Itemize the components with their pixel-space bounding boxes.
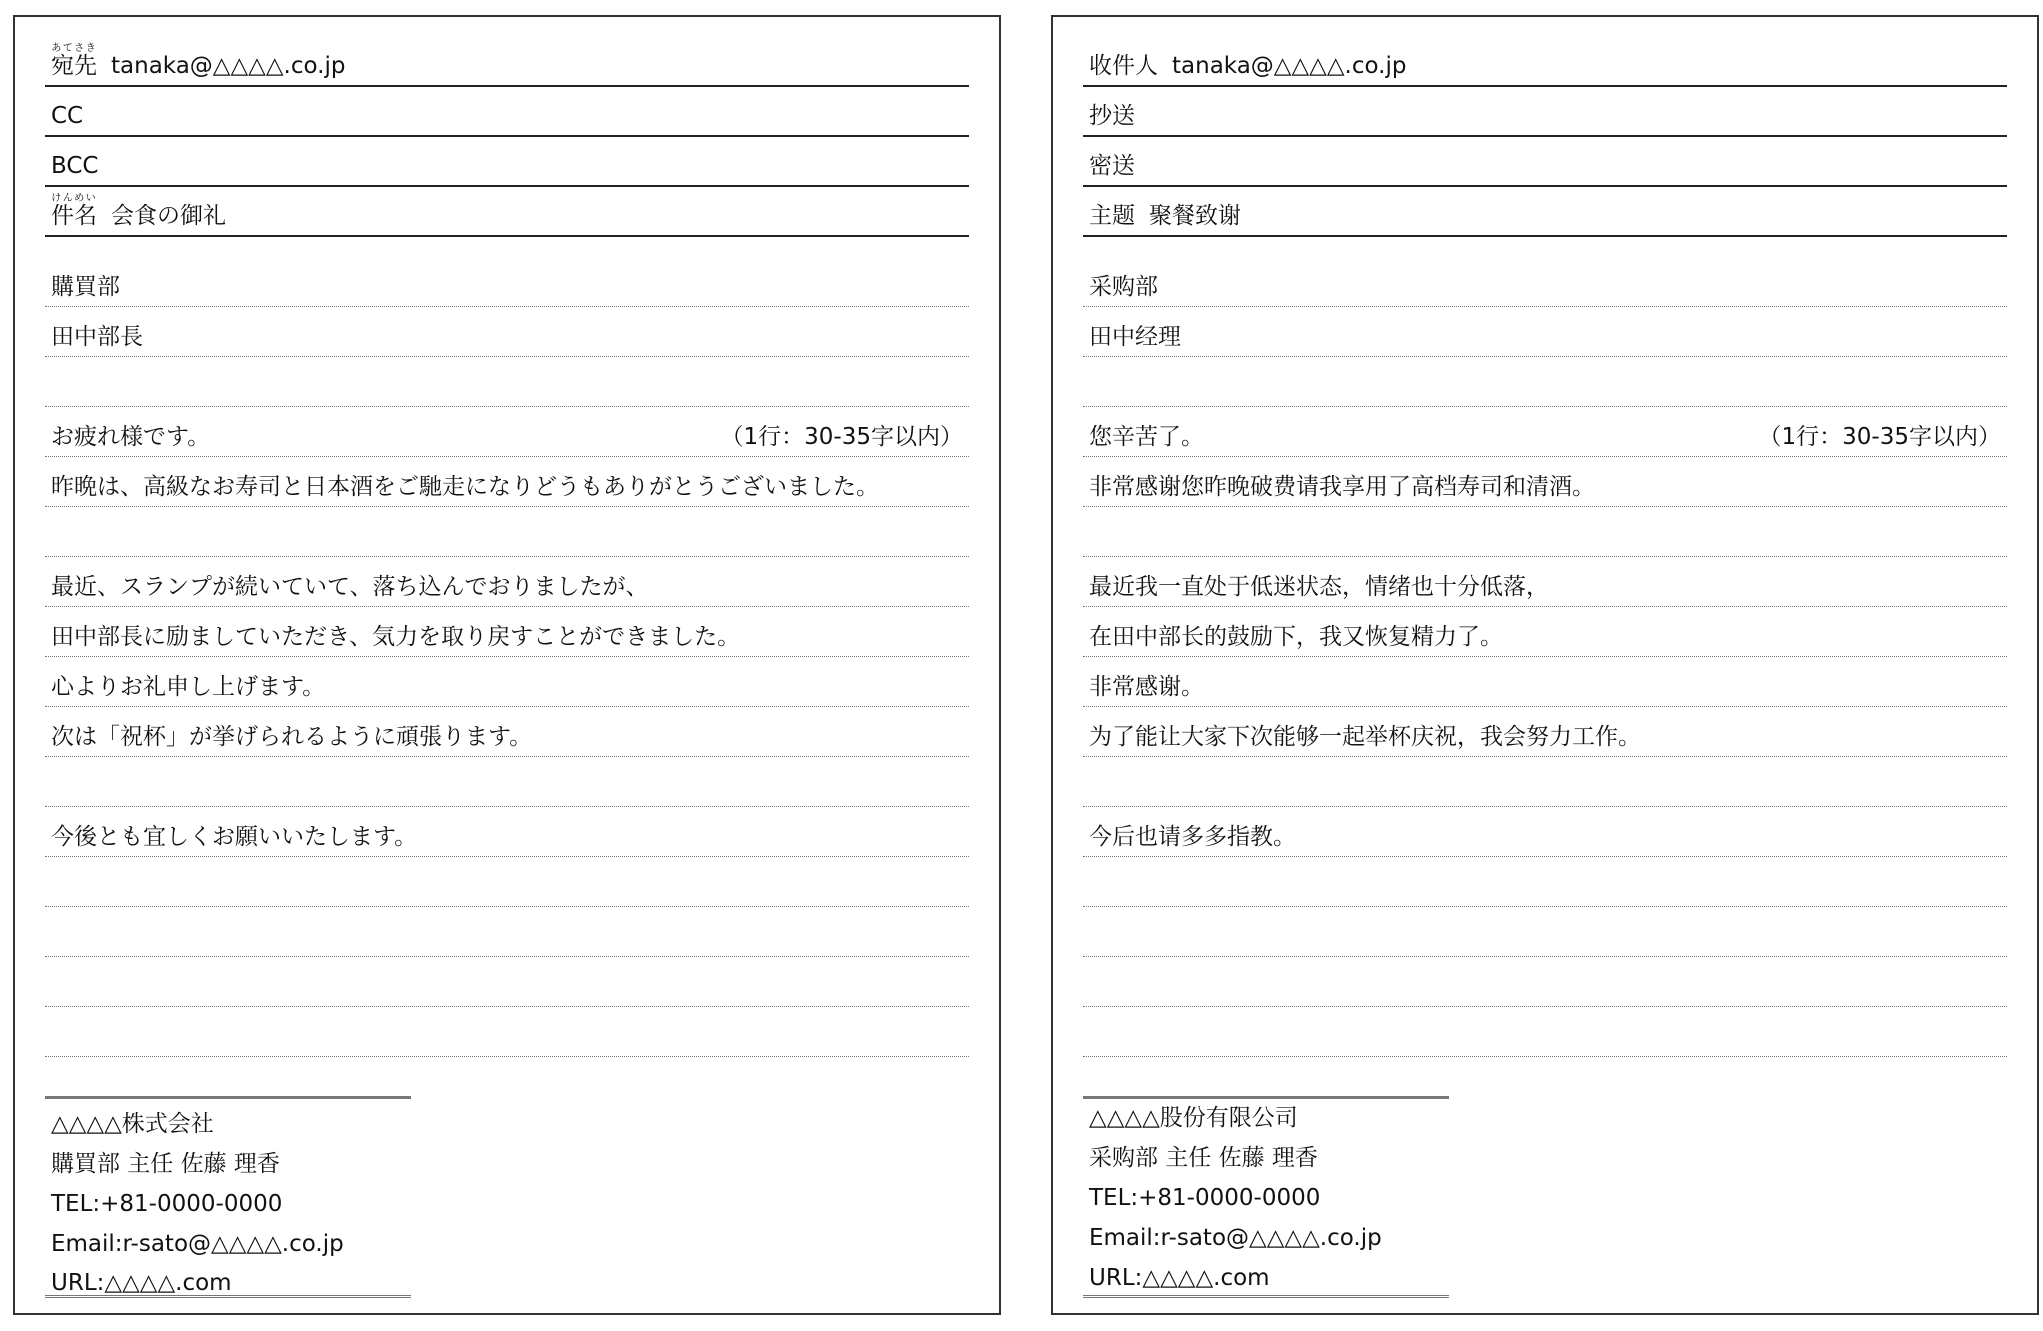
body-line: 心よりお礼申し上げます。 xyxy=(45,657,969,707)
body-line: 非常感谢。 xyxy=(1083,657,2007,707)
body-line: 今後とも宜しくお願いいたします。 xyxy=(45,807,969,857)
bcc-label: 密送 xyxy=(1089,153,1135,180)
body-line xyxy=(45,957,969,1007)
signature-email: Email:r-sato@△△△△.co.jp xyxy=(1089,1225,1382,1251)
body-line xyxy=(45,757,969,807)
signature-url: URL:△△△△.com xyxy=(51,1270,232,1296)
body-line xyxy=(45,907,969,957)
signature-person: 采购部 主任 佐藤 理香 xyxy=(1089,1145,1318,1171)
chinese-email-template xyxy=(1051,15,2039,1315)
body-line xyxy=(1083,907,2007,957)
signature-url: URL:△△△△.com xyxy=(1089,1265,1270,1291)
to-row xyxy=(1083,37,2007,87)
body-line: 田中部長 xyxy=(45,307,969,357)
body-line xyxy=(45,357,969,407)
subject-label: 主题 xyxy=(1089,203,1135,230)
body-line xyxy=(45,1007,969,1057)
cc-label: 抄送 xyxy=(1089,103,1135,130)
body-line: 为了能让大家下次能够一起举杯庆祝，我会努力工作。 xyxy=(1083,707,2007,757)
bcc-row xyxy=(1083,137,2007,187)
bcc-row xyxy=(45,137,969,187)
line-limit-note: （1行：30-35字以内） xyxy=(720,424,963,451)
subject-row xyxy=(1083,187,2007,237)
subject-row xyxy=(45,187,969,237)
body-line xyxy=(1083,757,2007,807)
body-line: 購買部 xyxy=(45,257,969,307)
signature-bottom-rule xyxy=(1083,1295,1449,1298)
body-line xyxy=(1083,357,2007,407)
body-line: 昨晩は、高級なお寿司と日本酒をご馳走になりどうもありがとうございました。 xyxy=(45,457,969,507)
cc-row xyxy=(1083,87,2007,137)
body-line xyxy=(1083,1007,2007,1057)
to-value: tanaka@△△△△.co.jp xyxy=(111,53,346,80)
signature-top-rule xyxy=(45,1096,411,1099)
body-line: 田中部長に励ましていただき、気力を取り戻すことができました。 xyxy=(45,607,969,657)
signature-tel: TEL:+81-0000-0000 xyxy=(51,1191,283,1217)
body-line xyxy=(1083,507,2007,557)
body-line: お疲れ様です。 （1行：30-35字以内） xyxy=(45,407,969,457)
subject-value: 会食の御礼 xyxy=(111,203,226,230)
cc-row xyxy=(45,87,969,137)
japanese-email-template xyxy=(13,15,1001,1315)
signature-email: Email:r-sato@△△△△.co.jp xyxy=(51,1231,344,1257)
body-line: 田中经理 xyxy=(1083,307,2007,357)
to-label: 收件人 xyxy=(1089,53,1158,80)
subject-label: 件名けんめい xyxy=(51,193,97,230)
body-line: 您辛苦了。 （1行：30-35字以内） xyxy=(1083,407,2007,457)
body-line: 次は「祝杯」が挙げられるように頑張ります。 xyxy=(45,707,969,757)
body-line xyxy=(1083,957,2007,1007)
signature-company: △△△△株式会社 xyxy=(51,1111,214,1137)
subject-value: 聚餐致谢 xyxy=(1149,203,1241,230)
body-line xyxy=(45,507,969,557)
signature-company: △△△△股份有限公司 xyxy=(1089,1105,1298,1131)
body-line: 在田中部长的鼓励下，我又恢复精力了。 xyxy=(1083,607,2007,657)
body-line: 非常感谢您昨晚破费请我享用了高档寿司和清酒。 xyxy=(1083,457,2007,507)
to-label: 宛先あてさき xyxy=(51,43,97,80)
signature-bottom-rule xyxy=(45,1295,411,1298)
signature-top-rule xyxy=(1083,1096,1449,1099)
body-line: 最近、スランプが続いていて、落ち込んでおりましたが、 xyxy=(45,557,969,607)
bcc-label: BCC xyxy=(51,153,99,180)
body-line: 今后也请多多指教。 xyxy=(1083,807,2007,857)
signature-person: 購買部 主任 佐藤 理香 xyxy=(51,1151,280,1177)
to-value: tanaka@△△△△.co.jp xyxy=(1172,53,1407,80)
to-row xyxy=(45,37,969,87)
signature-tel: TEL:+81-0000-0000 xyxy=(1089,1185,1321,1211)
cc-label: CC xyxy=(51,103,84,130)
body-line: 最近我一直处于低迷状态，情绪也十分低落， xyxy=(1083,557,2007,607)
body-line xyxy=(45,857,969,907)
body-line xyxy=(1083,857,2007,907)
line-limit-note: （1行：30-35字以内） xyxy=(1758,424,2001,451)
body-line: 采购部 xyxy=(1083,257,2007,307)
